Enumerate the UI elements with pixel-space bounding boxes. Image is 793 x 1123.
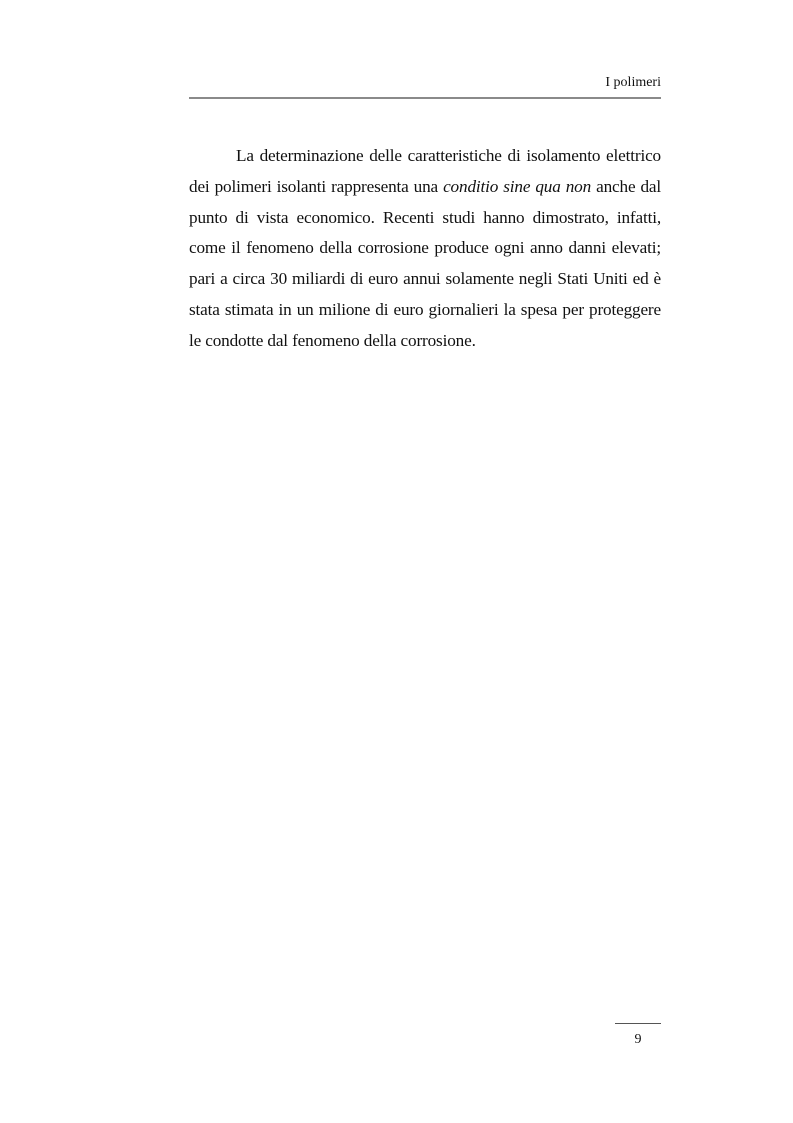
footer-divider <box>615 1023 661 1024</box>
page-number: 9 <box>634 1032 642 1047</box>
paragraph-text-end: anche dal punto di vista economico. Recenti studi hanno dimostrato, infatti, come il fenomeno della corrosione produce ogni anno danni elevati; pari a circa 30 miliardi di euro annui solamente negli Stati Uniti ed è stata stimata in un milione di euro giornalieri la spesa per proteggere le condotte dal fenomeno della corrosione. <box>189 176 661 350</box>
body-paragraph <box>189 141 661 357</box>
paragraph-text-start: La determinazione delle caratteristiche di isolamento elettrico dei polimeri isolanti rappresenta una <box>189 146 661 196</box>
running-header-title: I polimeri <box>605 75 661 90</box>
header-divider <box>189 97 661 99</box>
latin-phrase: conditio sine qua non <box>443 176 592 196</box>
